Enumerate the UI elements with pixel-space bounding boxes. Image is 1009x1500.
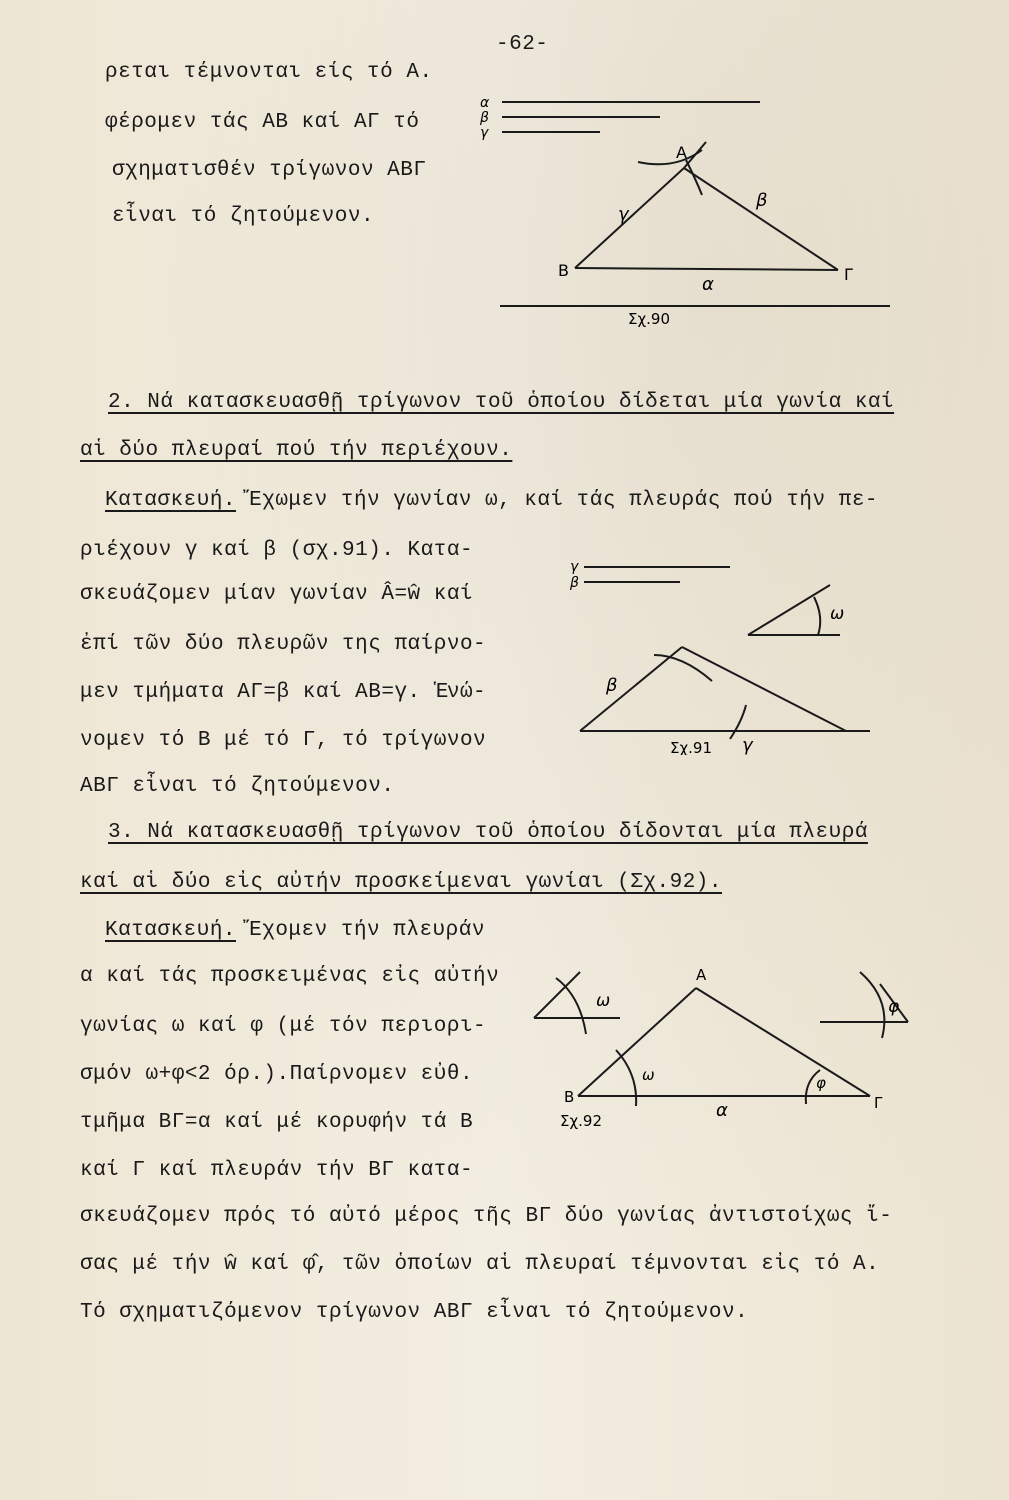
triangle-side-ag [684, 168, 838, 270]
triangle-side-ag [696, 988, 870, 1096]
construction-text: Ἔχωμεν τήν γωνίαν ω, καί τάς πλευράς πού τήν πε- [236, 489, 879, 512]
label-side-gamma: γ [618, 204, 629, 225]
construction-92-line-7: σκευάζομεν πρός τό αὐτό μέρος τῆς ΒΓ δύο γωνίας ἀντιστοίχως ἴ- [80, 1205, 893, 1228]
construction-92-line-6: καί Γ καί πλευράν τήν ΒΓ κατα- [80, 1159, 474, 1182]
label-angle-f: φ [816, 1074, 826, 1092]
label-side-gamma: γ [742, 735, 753, 755]
angle-w-ray-2 [748, 585, 830, 635]
construction-91-line-7: ΑΒΓ εἶναι τό ζητούμενον. [80, 775, 395, 798]
caption-fig92: Σχ.92 [560, 1112, 602, 1130]
triangle-side-gamma [682, 647, 846, 731]
given-angle-w-arc [556, 978, 586, 1034]
label-seg-beta: β [480, 110, 489, 126]
construction-92-line-3: γωνίας ω καί φ (μέ τόν περιορι- [80, 1015, 487, 1038]
label-side-beta: β [756, 190, 768, 211]
problem-3-line-2: καί αἱ δύο εἰς αὐτήν προσκείμεναι γωνίαι (Σχ.92). [80, 871, 723, 894]
label-vertex-g: Γ [844, 265, 853, 284]
text-line-1: ρεται τέμνονται είς τό Α. [105, 61, 433, 84]
label-side-alpha: α [702, 274, 714, 295]
label-vertex-b: Β [558, 261, 569, 280]
caption-fig91: Σχ.91 [670, 739, 712, 755]
label-seg-gamma: γ [570, 559, 579, 575]
label-vertex-g: Γ [874, 1094, 883, 1112]
page-number: -62- [496, 33, 549, 56]
caption-fig90: Σχ.90 [628, 310, 670, 328]
construction-92-line-1 [105, 920, 485, 941]
label-given-angle-f: φ [888, 997, 900, 1017]
text-line-3: σχηματισθέν τρίγωνον ΑΒΓ [112, 159, 427, 182]
label-vertex-a: Α [696, 966, 707, 984]
problem-3-line-1: 3. Νά κατασκευασθῇ τρίγωνον τοῦ ὁποίου δίδονται μία πλευρά [108, 821, 868, 844]
label-vertex-a: Α [676, 143, 687, 162]
label-side-beta: β [606, 675, 618, 696]
triangle-side-beta [580, 647, 682, 731]
construction-label: Κατασκευή. [105, 919, 237, 942]
triangle-side-ab [575, 168, 684, 268]
triangle-side-bg [575, 268, 838, 270]
construction-arc-2 [730, 705, 746, 739]
problem-2-line-1: 2. Νά κατασκευασθῇ τρίγωνον τοῦ ὁποίου δίδεται μία γωνία καί [108, 391, 895, 414]
label-seg-alpha: α [480, 95, 490, 111]
construction-text: Ἔχομεν τήν πλευράν [236, 919, 485, 942]
construction-92-line-4: σμόν ω+φ<2 όρ.).Παίρνομεν εὐθ. [80, 1063, 474, 1086]
label-given-angle-w: ω [596, 991, 611, 1011]
construction-91-line-3: σκευάζομεν μίαν γωνίαν Â=ŵ καί [80, 583, 474, 606]
figure-92 [520, 960, 920, 1140]
label-angle-w: ω [830, 604, 845, 624]
label-seg-beta: β [570, 575, 579, 591]
label-angle-w: ω [642, 1066, 655, 1084]
text-line-4: εἶναι τό ζητούμενον. [112, 205, 375, 228]
construction-92-line-2: α καί τάς προσκειμένας εἰς αὐτήν [80, 965, 500, 988]
construction-91-line-5: μεν τμήματα ΑΓ=β καί ΑΒ=γ. Ἑνώ- [80, 681, 487, 704]
label-vertex-b: Β [564, 1088, 575, 1106]
construction-92-line-9: Τό σχηματιζόμενον τρίγωνον ΑΒΓ εἶναι τό ζητούμενον. [80, 1301, 749, 1324]
given-angle-f-arc [860, 972, 884, 1038]
construction-91-line-6: νομεν τό Β μέ τό Γ, τό τρίγωνον [80, 729, 487, 752]
construction-92-line-5: τμῆμα ΒΓ=α καί μέ κορυφήν τά Β [80, 1111, 474, 1134]
construction-arc-1 [638, 150, 702, 164]
construction-92-line-8: σας μέ τήν ŵ καί φ̂, τῶν ὁποίων αἱ πλευραί τέμνονται εἰς τό Α. [80, 1253, 880, 1276]
angle-w-arc [814, 597, 820, 635]
text-line-2: φέρομεν τάς ΑΒ καί ΑΓ τό [105, 111, 420, 134]
label-side-alpha: α [716, 1100, 728, 1121]
label-seg-gamma: γ [480, 125, 489, 141]
problem-2-line-2: αἱ δύο πλευραί πού τήν περιέχουν. [80, 439, 513, 462]
figure-91 [570, 555, 900, 755]
figure-90 [470, 90, 900, 330]
construction-91-line-2: ριέχουν γ καί β (σχ.91). Κατα- [80, 539, 474, 562]
construction-91-line-4: ἐπί τῶν δύο πλευρῶν της παίρνο- [80, 633, 487, 656]
construction-91-line-1 [105, 490, 878, 511]
construction-label: Κατασκευή. [105, 489, 237, 512]
